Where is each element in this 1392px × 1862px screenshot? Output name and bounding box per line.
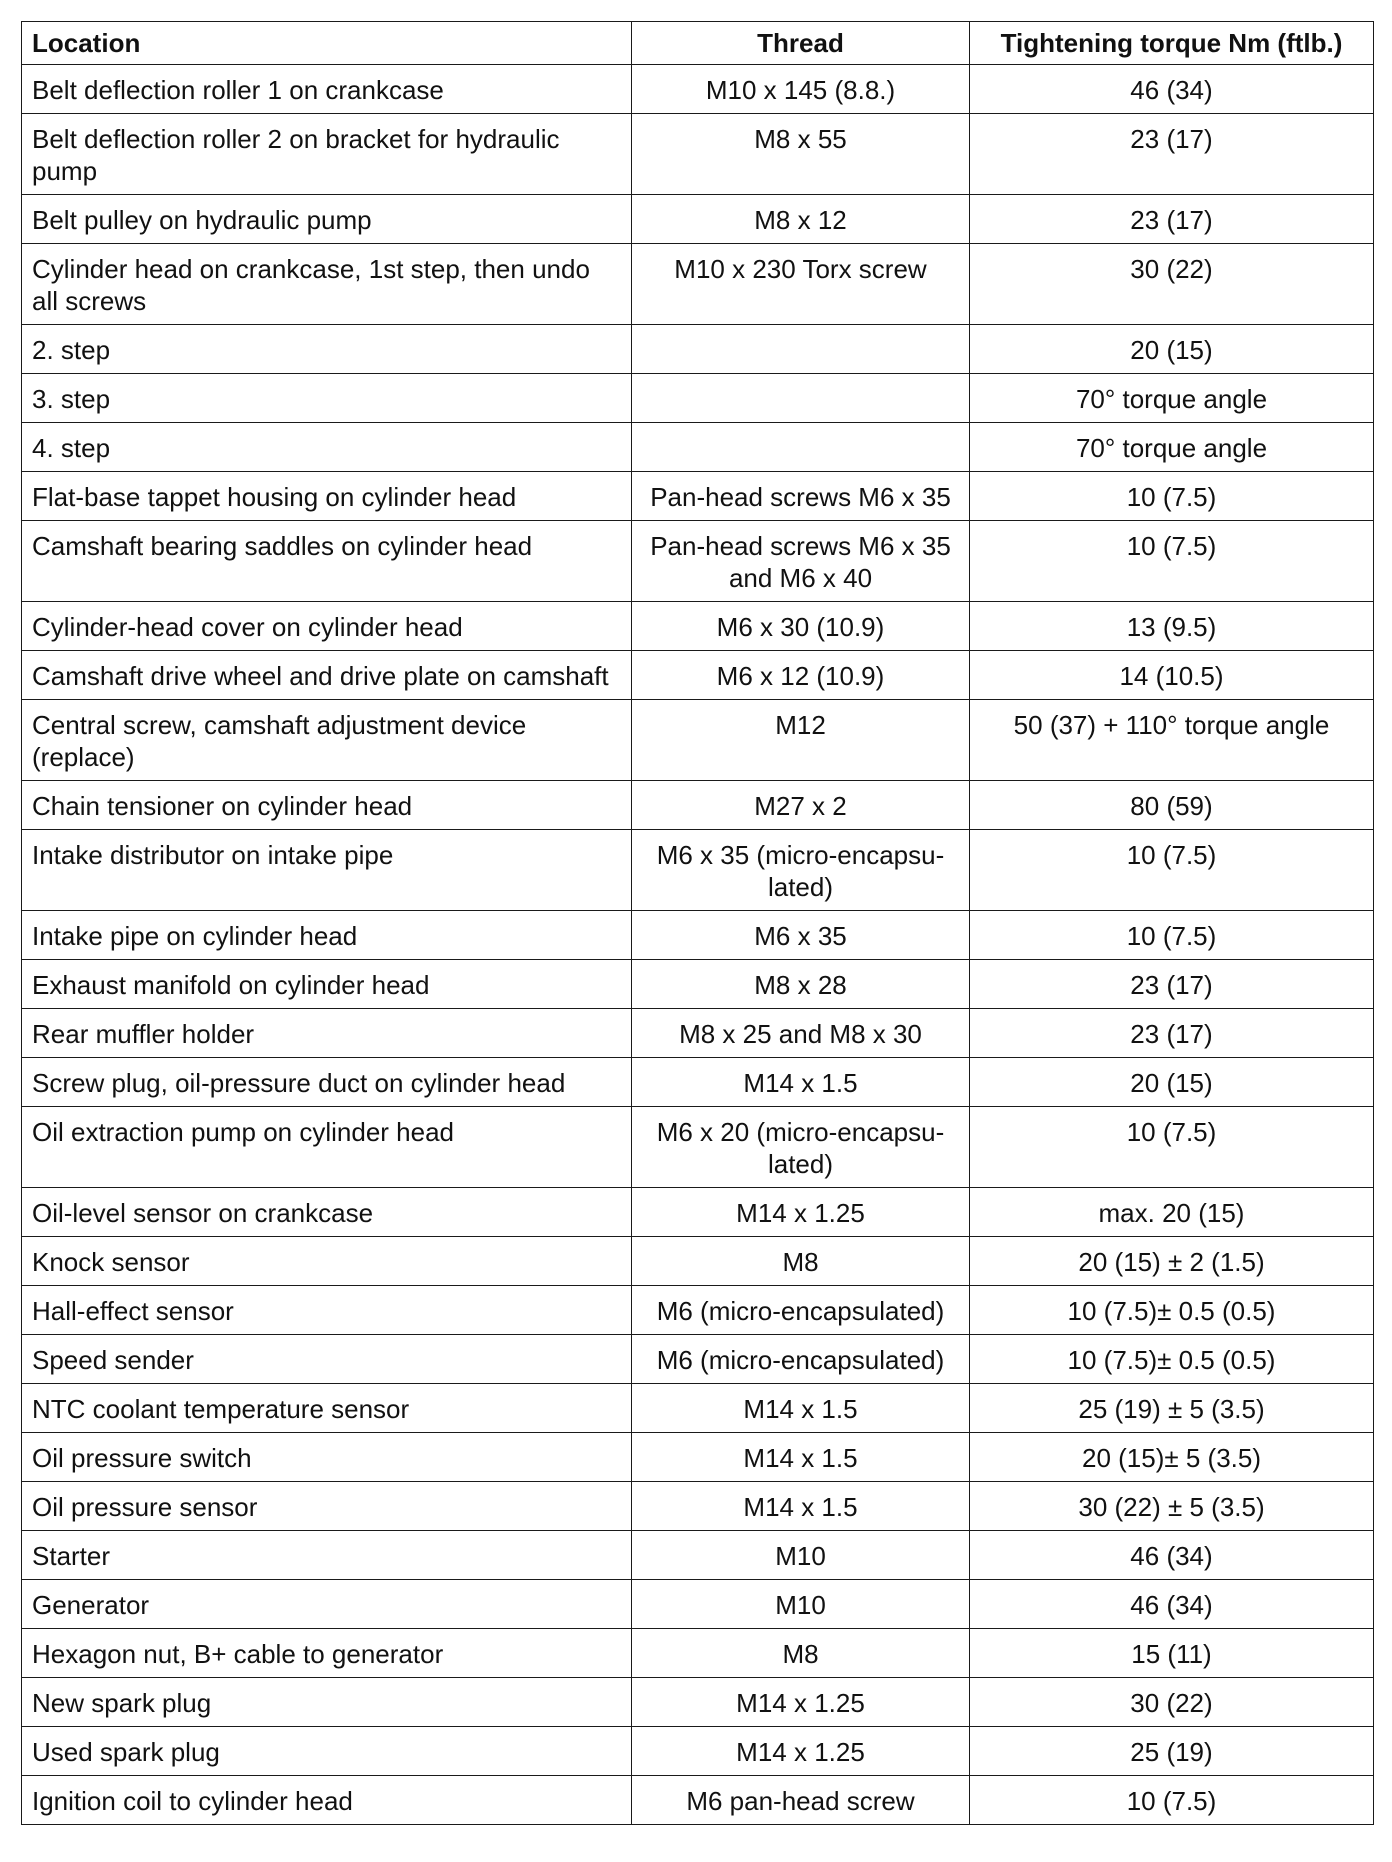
table-row	[22, 1188, 1374, 1237]
cell-location: Hall-effect sensor	[22, 1286, 632, 1335]
cell-location: 4. step	[22, 423, 632, 472]
table-row	[22, 114, 1374, 195]
cell-torque: 23 (17)	[970, 195, 1374, 244]
cell-torque: 70° torque angle	[970, 374, 1374, 423]
cell-thread: M6 x 35	[632, 911, 970, 960]
cell-location: Intake pipe on cylinder head	[22, 911, 632, 960]
cell-torque: 10 (7.5)± 0.5 (0.5)	[970, 1335, 1374, 1384]
cell-torque: 46 (34)	[970, 1531, 1374, 1580]
table-row	[22, 1433, 1374, 1482]
cell-thread: M6 pan-head screw	[632, 1776, 970, 1825]
cell-thread: M14 x 1.5	[632, 1058, 970, 1107]
header-torque: Tightening torque Nm (ftlb.)	[970, 22, 1374, 65]
table-row	[22, 325, 1374, 374]
table-row	[22, 1335, 1374, 1384]
table-row	[22, 1009, 1374, 1058]
cell-torque: 80 (59)	[970, 781, 1374, 830]
cell-location: Oil pressure switch	[22, 1433, 632, 1482]
cell-torque: 10 (7.5)	[970, 830, 1374, 911]
table-row	[22, 960, 1374, 1009]
cell-thread: Pan-head screws M6 x 35	[632, 472, 970, 521]
table-row	[22, 472, 1374, 521]
cell-torque: 46 (34)	[970, 1580, 1374, 1629]
cell-thread: M8 x 25 and M8 x 30	[632, 1009, 970, 1058]
table-row	[22, 911, 1374, 960]
table-body	[22, 65, 1374, 1825]
cell-thread: M10 x 145 (8.8.)	[632, 65, 970, 114]
cell-thread: M8 x 28	[632, 960, 970, 1009]
cell-thread: M6 x 35 (micro-encapsu-lated)	[632, 830, 970, 911]
torque-table	[21, 21, 1374, 1825]
cell-location: Oil-level sensor on crankcase	[22, 1188, 632, 1237]
cell-torque: 10 (7.5)	[970, 911, 1374, 960]
cell-location: Oil extraction pump on cylinder head	[22, 1107, 632, 1188]
cell-torque: 20 (15)± 5 (3.5)	[970, 1433, 1374, 1482]
cell-torque: 13 (9.5)	[970, 602, 1374, 651]
cell-thread: M14 x 1.25	[632, 1678, 970, 1727]
cell-location: Rear muffler holder	[22, 1009, 632, 1058]
header-thread: Thread	[632, 22, 970, 65]
cell-thread: M6 x 20 (micro-encapsu-lated)	[632, 1107, 970, 1188]
cell-thread: M6 (micro-encapsulated)	[632, 1286, 970, 1335]
cell-location: Cylinder head on crankcase, 1st step, then undo all screws	[22, 244, 632, 325]
cell-location: Used spark plug	[22, 1727, 632, 1776]
table-row	[22, 781, 1374, 830]
cell-thread: M8	[632, 1237, 970, 1286]
cell-thread: M14 x 1.25	[632, 1188, 970, 1237]
cell-thread: M6 x 30 (10.9)	[632, 602, 970, 651]
table-row	[22, 65, 1374, 114]
cell-thread: M6 (micro-encapsulated)	[632, 1335, 970, 1384]
table-row	[22, 1727, 1374, 1776]
table-row	[22, 602, 1374, 651]
cell-torque: 10 (7.5)± 0.5 (0.5)	[970, 1286, 1374, 1335]
table-row	[22, 195, 1374, 244]
cell-location: Exhaust manifold on cylinder head	[22, 960, 632, 1009]
cell-location: Belt deflection roller 1 on crankcase	[22, 65, 632, 114]
cell-torque: 15 (11)	[970, 1629, 1374, 1678]
cell-thread: Pan-head screws M6 x 35 and M6 x 40	[632, 521, 970, 602]
cell-location: 3. step	[22, 374, 632, 423]
table-row	[22, 1237, 1374, 1286]
cell-location: Camshaft bearing saddles on cylinder head	[22, 521, 632, 602]
cell-thread: M27 x 2	[632, 781, 970, 830]
cell-thread: M6 x 12 (10.9)	[632, 651, 970, 700]
table-row	[22, 521, 1374, 602]
cell-thread	[632, 423, 970, 472]
table-row	[22, 1531, 1374, 1580]
table-row	[22, 374, 1374, 423]
cell-thread: M14 x 1.5	[632, 1482, 970, 1531]
cell-thread: M14 x 1.5	[632, 1384, 970, 1433]
cell-location: Flat-base tappet housing on cylinder head	[22, 472, 632, 521]
cell-torque: 20 (15)	[970, 325, 1374, 374]
cell-location: Screw plug, oil-pressure duct on cylinder head	[22, 1058, 632, 1107]
cell-torque: 10 (7.5)	[970, 521, 1374, 602]
cell-torque: max. 20 (15)	[970, 1188, 1374, 1237]
header-location: Location	[22, 22, 632, 65]
cell-location: Cylinder-head cover on cylinder head	[22, 602, 632, 651]
cell-location: Camshaft drive wheel and drive plate on camshaft	[22, 651, 632, 700]
cell-location: Belt pulley on hydraulic pump	[22, 195, 632, 244]
cell-thread: M10	[632, 1531, 970, 1580]
table-row	[22, 1580, 1374, 1629]
cell-thread: M8	[632, 1629, 970, 1678]
table-row	[22, 423, 1374, 472]
cell-torque: 25 (19)	[970, 1727, 1374, 1776]
cell-torque: 25 (19) ± 5 (3.5)	[970, 1384, 1374, 1433]
cell-torque: 30 (22)	[970, 1678, 1374, 1727]
cell-location: Central screw, camshaft adjustment device (replace)	[22, 700, 632, 781]
cell-torque: 30 (22)	[970, 244, 1374, 325]
cell-location: Intake distributor on intake pipe	[22, 830, 632, 911]
cell-location: Ignition coil to cylinder head	[22, 1776, 632, 1825]
cell-location: Oil pressure sensor	[22, 1482, 632, 1531]
cell-torque: 23 (17)	[970, 960, 1374, 1009]
cell-torque: 14 (10.5)	[970, 651, 1374, 700]
table-row	[22, 1107, 1374, 1188]
cell-location: Knock sensor	[22, 1237, 632, 1286]
table-row	[22, 1629, 1374, 1678]
cell-torque: 20 (15)	[970, 1058, 1374, 1107]
cell-torque: 10 (7.5)	[970, 472, 1374, 521]
cell-location: New spark plug	[22, 1678, 632, 1727]
table-row	[22, 700, 1374, 781]
table-row	[22, 1776, 1374, 1825]
cell-thread: M8 x 55	[632, 114, 970, 195]
table-row	[22, 1058, 1374, 1107]
cell-thread: M14 x 1.5	[632, 1433, 970, 1482]
table-row	[22, 830, 1374, 911]
cell-torque: 70° torque angle	[970, 423, 1374, 472]
cell-thread: M14 x 1.25	[632, 1727, 970, 1776]
cell-thread: M12	[632, 700, 970, 781]
table-row	[22, 244, 1374, 325]
cell-torque: 23 (17)	[970, 114, 1374, 195]
table-header-row	[22, 22, 1374, 65]
cell-location: Hexagon nut, B+ cable to generator	[22, 1629, 632, 1678]
cell-torque: 46 (34)	[970, 65, 1374, 114]
table-row	[22, 651, 1374, 700]
cell-torque: 50 (37) + 110° torque angle	[970, 700, 1374, 781]
table-row	[22, 1482, 1374, 1531]
cell-location: 2. step	[22, 325, 632, 374]
cell-thread: M10 x 230 Torx screw	[632, 244, 970, 325]
cell-location: NTC coolant temperature sensor	[22, 1384, 632, 1433]
cell-torque: 10 (7.5)	[970, 1107, 1374, 1188]
cell-location: Speed sender	[22, 1335, 632, 1384]
table-row	[22, 1384, 1374, 1433]
cell-thread: M10	[632, 1580, 970, 1629]
cell-thread: M8 x 12	[632, 195, 970, 244]
cell-torque: 10 (7.5)	[970, 1776, 1374, 1825]
cell-location: Starter	[22, 1531, 632, 1580]
cell-torque: 30 (22) ± 5 (3.5)	[970, 1482, 1374, 1531]
cell-thread	[632, 325, 970, 374]
cell-location: Generator	[22, 1580, 632, 1629]
cell-thread	[632, 374, 970, 423]
cell-torque: 23 (17)	[970, 1009, 1374, 1058]
cell-torque: 20 (15) ± 2 (1.5)	[970, 1237, 1374, 1286]
cell-location: Belt deflection roller 2 on bracket for hydraulic pump	[22, 114, 632, 195]
table-row	[22, 1678, 1374, 1727]
cell-location: Chain tensioner on cylinder head	[22, 781, 632, 830]
table-row	[22, 1286, 1374, 1335]
